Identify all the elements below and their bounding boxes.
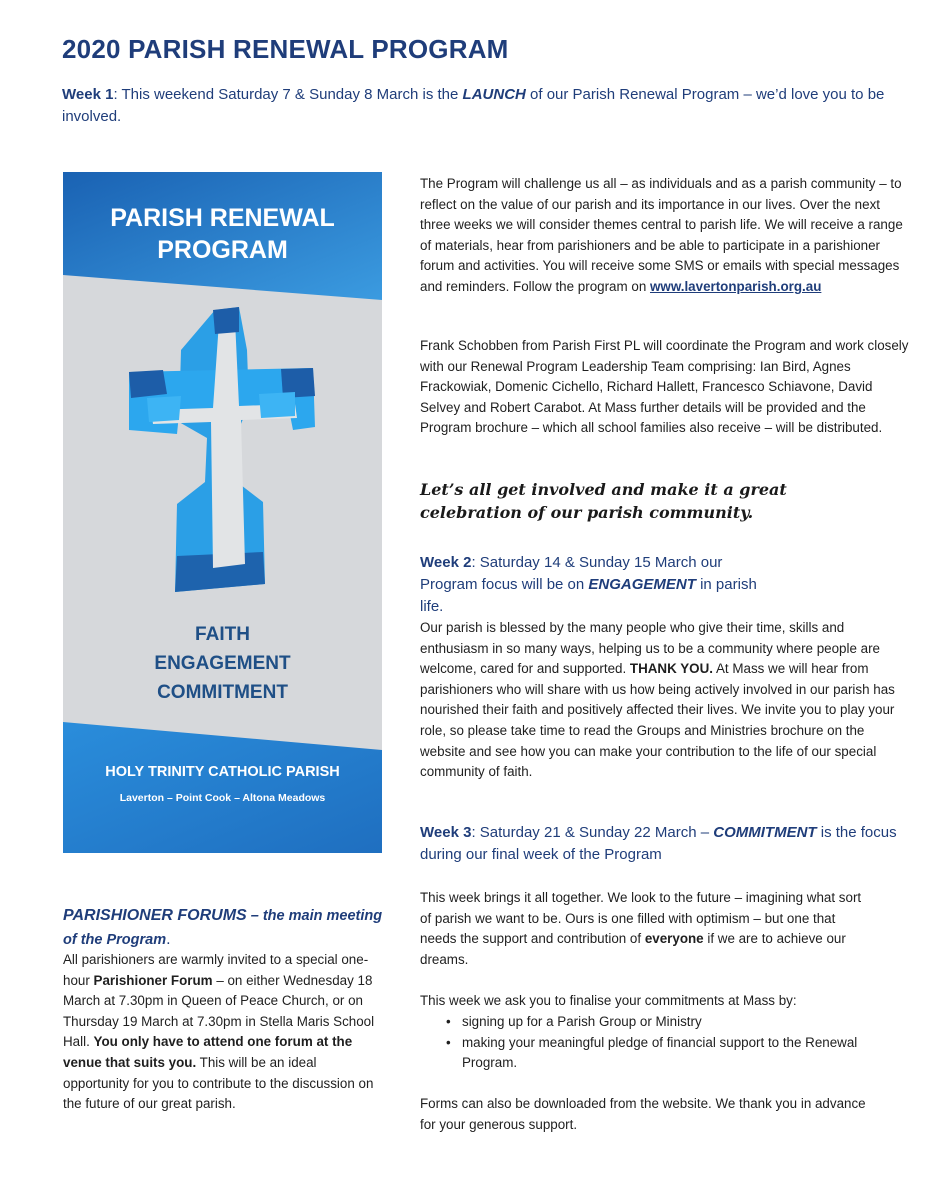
brochure-title-line1: PARISH RENEWAL (110, 204, 335, 232)
week3-text-a: : Saturday 21 & Sunday 22 March – (471, 824, 714, 841)
forum-text-a: All parishioners are warmly invited to a special one-hour (63, 952, 369, 988)
forum-paragraph (63, 950, 383, 1115)
commitment-bold: everyone (644, 931, 704, 947)
week3-heading (420, 822, 910, 866)
week1-intro (62, 84, 902, 128)
brochure-title-line2: PROGRAM (157, 236, 288, 264)
week1-text-b: of our Parish Renewal Program – we’d love you to be involved. (62, 86, 885, 125)
theme-faith: FAITH (195, 624, 250, 645)
page-title: 2020 PARISH RENEWAL PROGRAM (62, 34, 509, 64)
forum-heading-b: – the main meeting of the Program (63, 908, 383, 948)
list-item (442, 1033, 862, 1074)
engagement-text-a: Our parish is blessed by the many people who give their time, skills and enthusiasm in so many ways, helping us to be a community where people are welcome, cared for and supported. (420, 620, 880, 677)
list-item-text: signing up for a Parish Group or Ministry (462, 1014, 702, 1029)
forum-heading-a: PARISHIONER FORUMS (63, 907, 247, 924)
week1-label: Week 1 (62, 86, 114, 103)
paragraph-forms: Forms can also be downloaded from the website. We thank you in advance for your generous support. (420, 1096, 866, 1132)
forum-heading (63, 904, 383, 952)
week3-emphasis: COMMITMENT (713, 824, 817, 841)
brochure-themes (63, 620, 382, 707)
week1-text-a: : This weekend Saturday 7 & Sunday 8 March is the (113, 86, 463, 103)
week2-text-a: : Saturday 14 & Sunday 15 March our Program focus will be on (420, 554, 723, 593)
paragraph-leadership: Frank Schobben from Parish First PL will coordinate the Program and work closely with our Renewal Program Leadership Team comprising: Ian Bird, Agnes Frackowiak, Domenic Cichello, Richard Hallett, Francesco Schiavone, David Selvey and Robert Carabot. At Mass further details will be provided and the Program brochure – which all school families also receive – will be distributed. (420, 338, 909, 436)
week3-label: Week 3 (420, 824, 472, 841)
week1-emphasis: LAUNCH (462, 86, 526, 103)
brochure-places: Laverton – Point Cook – Altona Meadows (119, 792, 326, 804)
commitment-text-b: if we are to achieve our dreams. (420, 931, 846, 967)
week2-text-b: in parish life. (420, 576, 757, 615)
list-item-text: making your meaningful pledge of financial support to the Renewal Program. (462, 1034, 858, 1071)
week3-text-b: is the focus during our final week of the Program (420, 824, 897, 863)
list-item (442, 1012, 862, 1033)
paragraph-program-intro (420, 174, 910, 298)
brochure-parish-name: HOLY TRINITY CATHOLIC PARISH (105, 764, 340, 780)
website-link[interactable]: www.lavertonparish.org.au (649, 278, 822, 294)
theme-commitment: COMMITMENT (157, 682, 288, 703)
week2-label: Week 2 (420, 554, 472, 571)
forum-bold-a: Parishioner Forum (93, 972, 213, 988)
forum-text-b: – on either Wednesday 18 March at 7.30pm in Queen of Peace Church, or on Thursday 19 March at 7.30pm in Stella Maris School Hall. (63, 972, 375, 1050)
forum-text-c: This will be an ideal opportunity for you to contribute to the discussion on the future of our great parish. (63, 1054, 374, 1112)
theme-engagement: ENGAGEMENT (154, 653, 291, 674)
program-intro-text: The Program will challenge us all – as individuals and as a parish community – to reflect on the value of our parish and its importance in our lives. Over the next three weeks we will consider themes central to parish life. We will receive a range of materials, hear from parishioners and be able to participate in a parishioner forum and activities. You will receive some SMS or emails with special messages and reminders. Follow the program on (420, 176, 903, 294)
week2-heading (420, 552, 780, 618)
brochure-graphic (63, 172, 382, 853)
paragraph-finalise: This week we ask you to finalise your commitments at Mass by: (420, 993, 797, 1008)
commitment-list (442, 1012, 862, 1074)
bullet-icon: • (446, 1014, 451, 1029)
paragraph-engagement (420, 618, 900, 783)
week2-emphasis: ENGAGEMENT (588, 576, 696, 593)
commitment-text-a: This week brings it all together. We look to the future – imagining what sort of parish we want to be. Ours is one filled with optimism – but one that needs the support and contribution of (420, 890, 862, 947)
script-callout (420, 478, 910, 524)
forum-bold-b: You only have to attend one forum at the venue that suits you. (63, 1034, 353, 1070)
script-line-1: Let’s all get involved and make it a great (420, 480, 787, 499)
engagement-text-b: At Mass we will hear from parishioners who will share with us how being actively involved in our parish has nourished their faith and positively affected their lives. We invite you to play your role, so please take time to read the Groups and Ministries brochure on the website and see how you can make your contribution to the life of our special community of faith. (420, 661, 895, 780)
engagement-bold: THANK YOU. (629, 661, 713, 677)
script-line-2: celebration of our parish community. (420, 503, 754, 522)
brochure-image (63, 172, 382, 853)
bullet-icon: • (446, 1034, 451, 1050)
forum-heading-c: . (166, 931, 171, 948)
brochure-title (63, 202, 382, 266)
paragraph-commitment (420, 888, 870, 970)
